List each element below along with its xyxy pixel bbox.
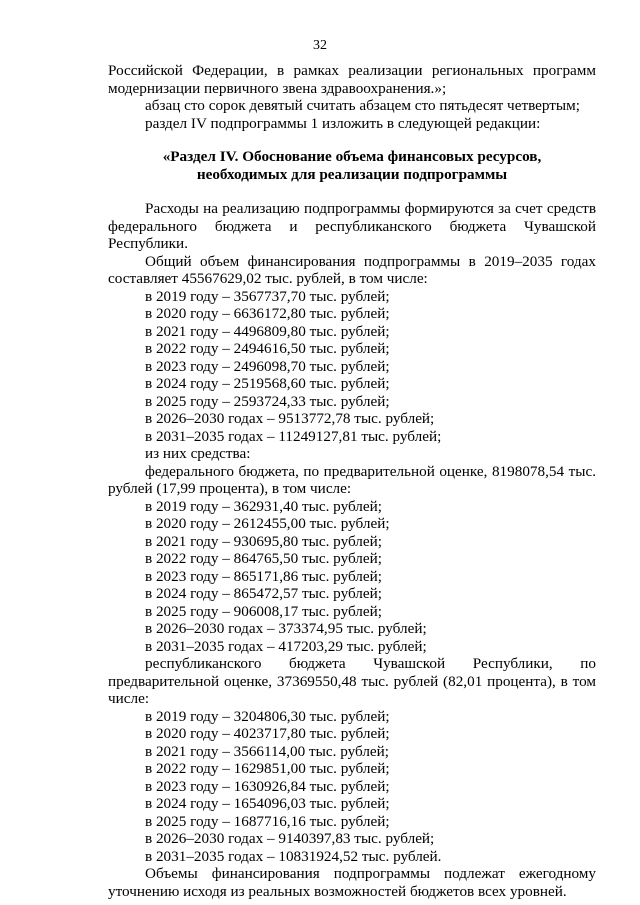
federal-years-list: [108, 498, 596, 656]
list-item: в 2022 году – 864765,50 тыс. рублей;: [145, 550, 382, 567]
of-them-paragraph: из них средства:: [145, 445, 251, 462]
page-content: [108, 62, 596, 900]
list-item: в 2031–2035 годах – 11249127,81 тыс. рублей;: [145, 427, 442, 445]
intro-paragraph-3: раздел IV подпрограммы 1 изложить в следующей редакции:: [145, 114, 541, 132]
intro-paragraph-2: абзац сто сорок девятый считать абзацем сто пятьдесят четвертым;: [145, 97, 580, 114]
closing-paragraph: Объемы финансирования подпрограммы подлежат ежегодному уточнению исходя из реальных возможностей бюджетов всех уровней.: [108, 865, 596, 900]
list-item: в 2024 году – 1654096,03 тыс. рублей;: [145, 795, 390, 812]
list-item: в 2026–2030 годах – 9140397,83 тыс. рублей;: [145, 830, 435, 847]
republic-paragraph: республиканского бюджета Чувашской Республики, по предварительной оценке, 37369550,48 тыс. рублей (82,01 процента), в том числе:: [108, 655, 596, 707]
list-item: в 2031–2035 годах – 10831924,52 тыс. рублей.: [145, 847, 442, 865]
list-item: в 2020 году – 2612455,00 тыс. рублей;: [145, 515, 390, 532]
list-item: в 2024 году – 2519568,60 тыс. рублей;: [145, 375, 390, 392]
list-item: в 2023 году – 865171,86 тыс. рублей;: [145, 567, 382, 585]
list-item: в 2021 году – 4496809,80 тыс. рублей;: [145, 322, 390, 340]
republic-years-list: [108, 708, 596, 866]
list-item: в 2022 году – 2494616,50 тыс. рублей;: [145, 340, 390, 357]
list-item: в 2023 году – 2496098,70 тыс. рублей;: [145, 357, 390, 375]
list-item: в 2024 году – 865472,57 тыс. рублей;: [145, 585, 382, 602]
list-item: в 2021 году – 930695,80 тыс. рублей;: [145, 532, 382, 550]
list-item: в 2031–2035 годах – 417203,29 тыс. рублей;: [145, 637, 427, 655]
list-item: в 2020 году – 4023717,80 тыс. рублей;: [145, 725, 390, 742]
total-years-list: [108, 288, 596, 446]
federal-paragraph: федерального бюджета, по предварительной оценке, 8198078,54 тыс. рублей (17,99 процента), в том числе:: [108, 462, 596, 497]
list-item: в 2025 году – 906008,17 тыс. рублей;: [145, 602, 382, 620]
total-paragraph: Общий объем финансирования подпрограммы в 2019–2035 годах составляет 45567629,02 тыс. рублей, в том числе:: [108, 252, 596, 287]
list-item: в 2019 году – 3567737,70 тыс. рублей;: [145, 287, 390, 305]
list-item: в 2019 году – 362931,40 тыс. рублей;: [145, 497, 382, 515]
list-item: в 2023 году – 1630926,84 тыс. рублей;: [145, 777, 390, 795]
section-heading-line-1: «Раздел IV. Обоснование объема финансовых ресурсов,: [162, 148, 542, 165]
list-item: в 2025 году – 2593724,33 тыс. рублей;: [145, 392, 390, 410]
list-item: в 2026–2030 годах – 373374,95 тыс. рублей;: [145, 620, 427, 637]
list-item: в 2020 году – 6636172,80 тыс. рублей;: [145, 305, 390, 322]
page-number: 32: [313, 38, 327, 53]
sources-paragraph: Расходы на реализацию подпрограммы формируются за счет средств федерального бюджета и республиканского бюджета Чувашской Республики.: [108, 200, 596, 252]
intro-paragraph-1: Российской Федерации, в рамках реализации региональных программ модернизации первичного звена здравоохранения.»;: [108, 62, 596, 97]
section-heading-line-2: необходимых для реализации подпрограммы: [196, 166, 508, 183]
list-item: в 2022 году – 1629851,00 тыс. рублей;: [145, 760, 390, 777]
list-item: в 2026–2030 годах – 9513772,78 тыс. рублей;: [145, 410, 435, 427]
list-item: в 2025 году – 1687716,16 тыс. рублей;: [145, 812, 390, 830]
list-item: в 2019 году – 3204806,30 тыс. рублей;: [145, 707, 390, 725]
list-item: в 2021 году – 3566114,00 тыс. рублей;: [145, 742, 390, 760]
